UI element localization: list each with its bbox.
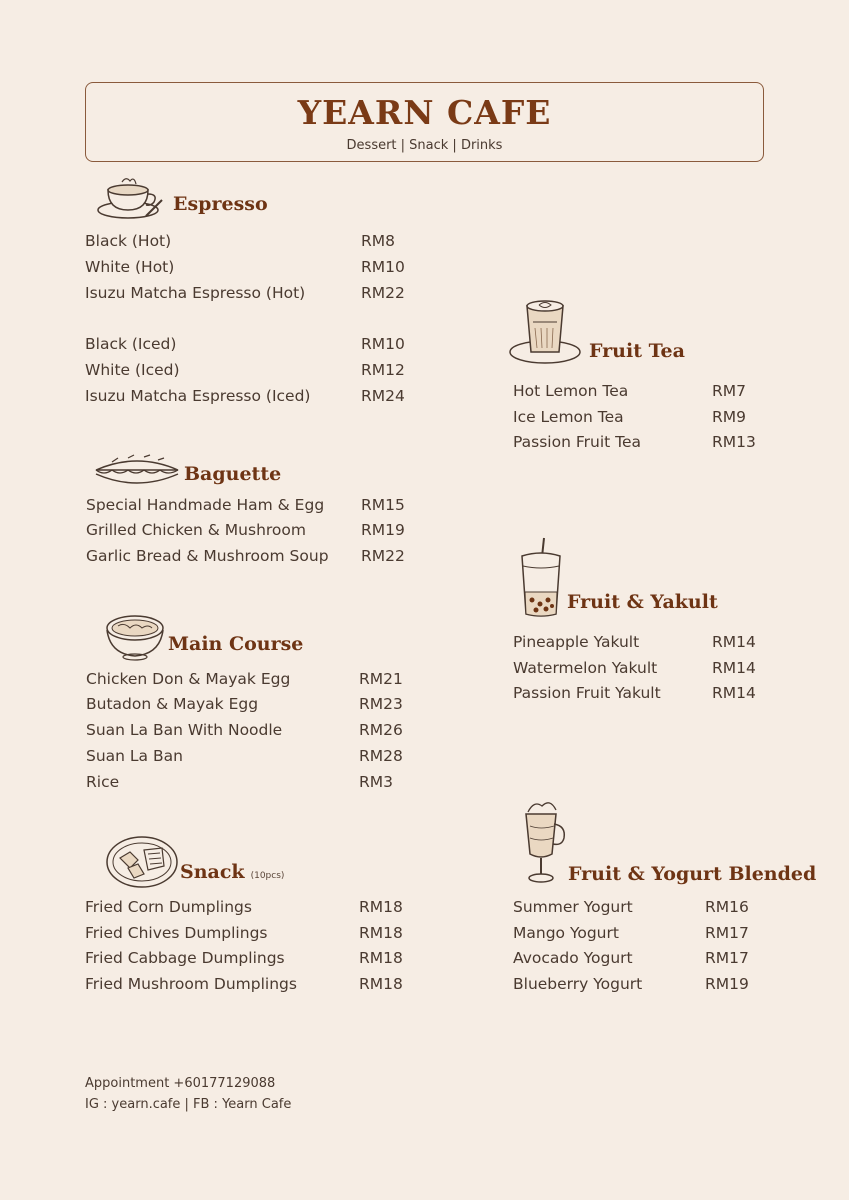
menu-item-name: Passion Fruit Tea: [513, 433, 642, 451]
menu-item-price: RM3: [359, 773, 394, 791]
cafe-title: YEARN CAFE: [297, 93, 552, 132]
menu-item-price: RM7: [712, 382, 747, 400]
snack-note: (10pcs): [250, 871, 285, 881]
main-course-heading: Main Course: [168, 633, 304, 655]
menu-item-name: Watermelon Yakult: [513, 659, 658, 677]
menu-item-price: RM17: [705, 924, 749, 942]
menu-item-name: Avocado Yogurt: [513, 949, 633, 967]
snack-title: Snack: [180, 861, 245, 883]
menu-item-price: RM17: [705, 949, 749, 967]
menu-item-name: Hot Lemon Tea: [513, 382, 629, 400]
menu-item-name: Fried Mushroom Dumplings: [85, 975, 297, 993]
menu-item-price: RM14: [712, 633, 756, 651]
menu-item-name: Fried Cabbage Dumplings: [85, 949, 285, 967]
menu-item-price: RM18: [359, 949, 403, 967]
menu-item-name: Suan La Ban With Noodle: [86, 721, 283, 739]
menu-item-name: Special Handmade Ham & Egg: [86, 496, 325, 514]
menu-item-price: RM15: [361, 496, 405, 514]
menu-item-name: Isuzu Matcha Espresso (Hot): [85, 284, 306, 302]
menu-item-name: White (Hot): [85, 258, 175, 276]
menu-item-price: RM13: [712, 433, 756, 451]
milkshake-glass-icon: [520, 798, 568, 884]
menu-item-price: RM18: [359, 975, 403, 993]
menu-item-name: Passion Fruit Yakult: [513, 684, 661, 702]
menu-item-price: RM22: [361, 547, 405, 565]
menu-item-price: RM19: [361, 521, 405, 539]
menu-item-name: Rice: [86, 773, 120, 791]
menu-item-name: Blueberry Yogurt: [513, 975, 643, 993]
menu-item-price: RM10: [361, 335, 405, 353]
menu-item-name: Fried Corn Dumplings: [85, 898, 252, 916]
menu-item-name: Suan La Ban: [86, 747, 183, 765]
dumpling-plate-icon: [104, 832, 180, 892]
boba-cup-icon: [518, 536, 564, 618]
footer-social: IG : yearn.cafe | FB : Yearn Cafe: [85, 1097, 292, 1112]
menu-item-name: Black (Hot): [85, 232, 172, 250]
latte-glass-icon: [507, 298, 583, 368]
header-box: [85, 82, 764, 162]
menu-item-name: Butadon & Mayak Egg: [86, 695, 259, 713]
menu-item-price: RM8: [361, 232, 396, 250]
menu-item-name: Pineapple Yakult: [513, 633, 640, 651]
menu-item-name: Isuzu Matcha Espresso (Iced): [85, 387, 311, 405]
menu-item-price: RM21: [359, 670, 403, 688]
cafe-tagline: Dessert | Snack | Drinks: [346, 138, 503, 153]
yogurt-heading: Fruit & Yogurt Blended: [568, 863, 817, 885]
menu-item-price: RM22: [361, 284, 405, 302]
menu-item-price: RM10: [361, 258, 405, 276]
menu-item-price: RM18: [359, 924, 403, 942]
menu-item-price: RM9: [712, 408, 747, 426]
menu-item-price: RM16: [705, 898, 749, 916]
coffee-cup-icon: [96, 172, 166, 222]
menu-item-name: Mango Yogurt: [513, 924, 619, 942]
menu-item-price: RM18: [359, 898, 403, 916]
menu-item-price: RM14: [712, 659, 756, 677]
sandwich-icon: [92, 452, 182, 490]
menu-item-name: Garlic Bread & Mushroom Soup: [86, 547, 329, 565]
menu-item-price: RM24: [361, 387, 405, 405]
snack-heading: [180, 861, 284, 883]
menu-item-price: RM26: [359, 721, 403, 739]
menu-item-name: Chicken Don & Mayak Egg: [86, 670, 291, 688]
menu-item-name: Ice Lemon Tea: [513, 408, 624, 426]
espresso-heading: Espresso: [173, 193, 268, 215]
menu-item-name: Black (Iced): [85, 335, 177, 353]
menu-item-name: Grilled Chicken & Mushroom: [86, 521, 306, 539]
menu-item-name: White (Iced): [85, 361, 180, 379]
menu-item-price: RM28: [359, 747, 403, 765]
footer-appointment: Appointment +60177129088: [85, 1076, 276, 1091]
menu-item-price: RM19: [705, 975, 749, 993]
menu-item-price: RM14: [712, 684, 756, 702]
menu-item-price: RM23: [359, 695, 403, 713]
fruit-yakult-heading: Fruit & Yakult: [567, 591, 718, 613]
menu-item-name: Summer Yogurt: [513, 898, 633, 916]
fruit-tea-heading: Fruit Tea: [589, 340, 685, 362]
bowl-icon: [104, 612, 166, 662]
menu-item-name: Fried Chives Dumplings: [85, 924, 268, 942]
baguette-heading: Baguette: [184, 463, 282, 485]
menu-item-price: RM12: [361, 361, 405, 379]
